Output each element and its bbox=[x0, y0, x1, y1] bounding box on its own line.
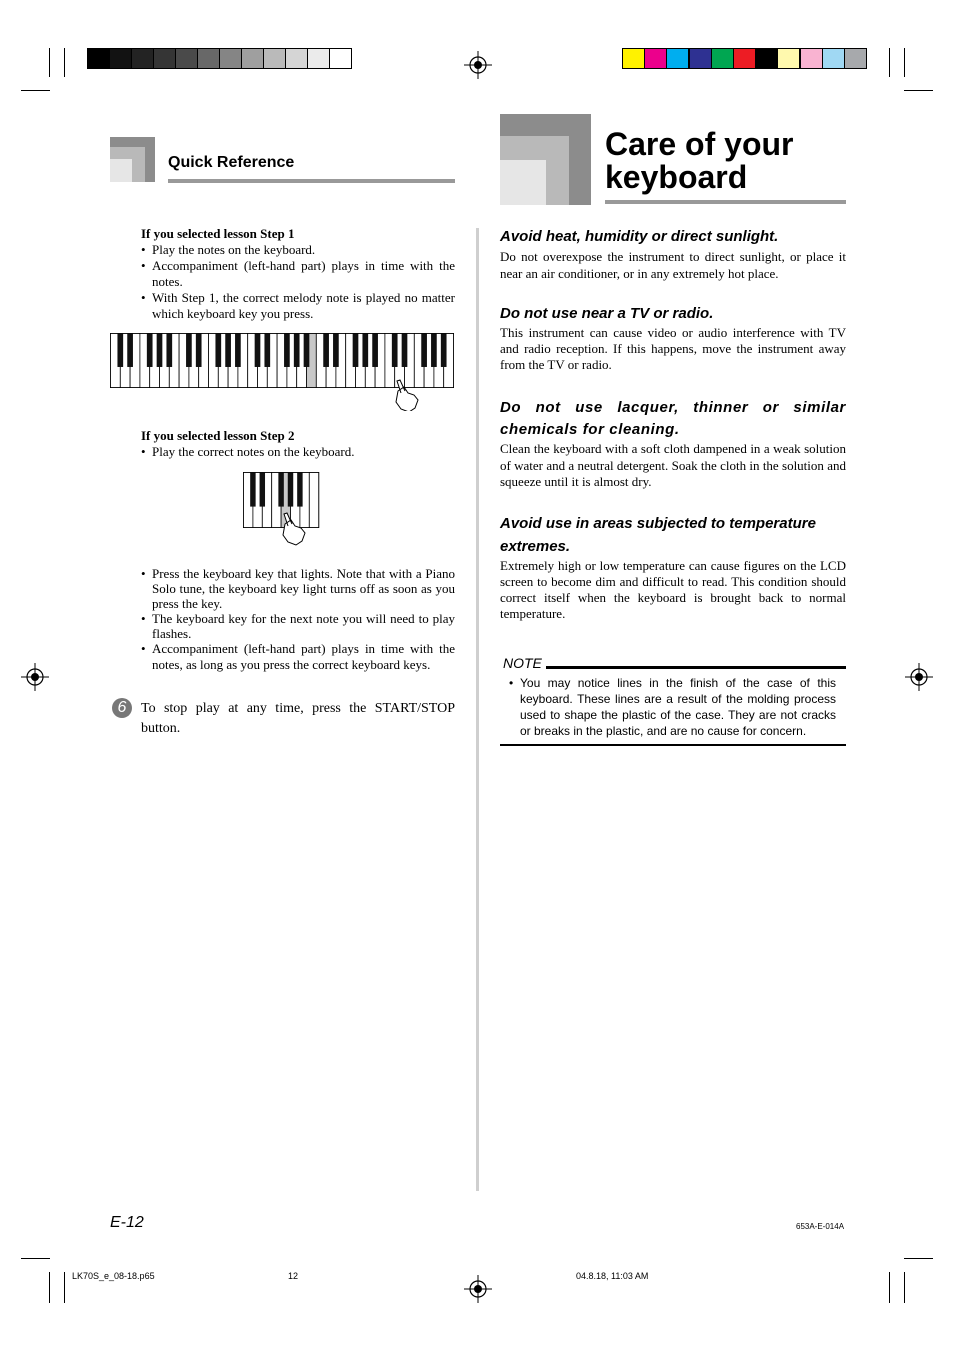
note-top-rule bbox=[546, 666, 846, 669]
white-key bbox=[309, 473, 318, 528]
black-key bbox=[260, 473, 265, 507]
gray-swatch bbox=[175, 48, 198, 69]
black-key bbox=[186, 334, 192, 367]
black-key bbox=[196, 334, 202, 367]
black-key bbox=[284, 334, 290, 367]
black-key bbox=[255, 334, 261, 367]
black-key bbox=[304, 334, 310, 367]
care-section-tv bbox=[500, 303, 846, 373]
page-title-line1: Care of your bbox=[605, 126, 794, 162]
page-title-line2: keyboard bbox=[605, 159, 748, 195]
black-key bbox=[264, 334, 270, 367]
list-item: • Play the correct notes on the keyboard. bbox=[141, 444, 455, 460]
gray-swatch bbox=[87, 48, 110, 69]
black-key bbox=[402, 334, 408, 367]
list-item: • Play the notes on the keyboard. bbox=[141, 242, 455, 258]
more-bullets-block bbox=[141, 566, 455, 673]
care-text: Extremely high or low temperature can cause figures on the LCD screen to become dim and difficult to read. This condition should correct itself when the keyboard is brought back to normal temperature. bbox=[500, 558, 846, 621]
black-key bbox=[235, 334, 241, 367]
step6-text: To stop play at any time, press the START/STOP button. bbox=[141, 701, 455, 736]
step2-bullets bbox=[141, 444, 455, 460]
gray-swatch bbox=[285, 48, 308, 69]
note-bottom-rule bbox=[500, 744, 846, 746]
list-item: • The keyboard key for the next note you will need to play flashes. bbox=[141, 611, 455, 641]
gray-swatch bbox=[263, 48, 286, 69]
black-key bbox=[297, 473, 302, 507]
gray-swatch bbox=[241, 48, 264, 69]
keyboard-illustration-step1 bbox=[110, 333, 455, 411]
color-swatch bbox=[822, 48, 845, 69]
color-swatch bbox=[711, 48, 734, 69]
care-section-heat bbox=[500, 226, 846, 282]
registration-mark-right-icon bbox=[905, 663, 933, 691]
step1-block bbox=[141, 226, 455, 322]
section-header-rule bbox=[168, 179, 455, 183]
color-swatch bbox=[777, 48, 800, 69]
black-key bbox=[157, 334, 163, 367]
gray-swatch bbox=[307, 48, 330, 69]
list-item: • Accompaniment (left-hand part) plays in time with the notes, as long as you press the correct keyboard keys. bbox=[141, 641, 455, 673]
care-text: Do not overexpose the instrument to direct sunlight, or place it near an air conditioner, or in any extremely hot place. bbox=[500, 249, 846, 281]
list-item: • Accompaniment (left-hand part) plays in time with the notes. bbox=[141, 258, 455, 290]
black-key bbox=[431, 334, 437, 367]
care-text: This instrument can cause video or audio interference with TV and radio reception. If this happens, move the instrument away from the TV or radio. bbox=[500, 325, 846, 372]
color-swatch bbox=[666, 48, 689, 69]
care-heading: Do not use near a TV or radio. bbox=[500, 305, 714, 322]
black-key bbox=[294, 334, 300, 367]
care-heading: Avoid use in areas subjected to temperature extremes. bbox=[500, 515, 816, 555]
registration-mark-top-icon bbox=[464, 51, 492, 79]
black-key bbox=[225, 334, 231, 367]
gray-swatch bbox=[219, 48, 242, 69]
file-page: 12 bbox=[288, 1271, 299, 1281]
black-key bbox=[353, 334, 359, 367]
black-key bbox=[323, 334, 329, 367]
keyboard-illustration-step2 bbox=[243, 472, 323, 546]
list-item: • With Step 1, the correct melody note is played no matter which keyboard key you press. bbox=[141, 290, 455, 322]
gray-swatch bbox=[153, 48, 176, 69]
step-number-badge bbox=[112, 698, 132, 718]
black-key bbox=[166, 334, 172, 367]
black-key bbox=[147, 334, 153, 367]
gray-swatch bbox=[131, 48, 154, 69]
care-heading: Avoid heat, humidity or direct sunlight. bbox=[500, 228, 779, 245]
timestamp: 04.8.18, 11:03 AM bbox=[576, 1271, 649, 1281]
title-rule bbox=[605, 200, 846, 204]
care-section-temperature bbox=[500, 512, 846, 622]
color-swatch bbox=[755, 48, 778, 69]
black-key bbox=[441, 334, 447, 367]
gray-swatch bbox=[329, 48, 352, 69]
column-divider bbox=[476, 228, 479, 1191]
file-name: LK70S_e_08-18.p65 bbox=[72, 1271, 155, 1281]
step2-heading: If you selected lesson Step 2 bbox=[141, 428, 295, 443]
registration-mark-bottom-icon bbox=[464, 1275, 492, 1303]
title-block-inner bbox=[500, 160, 546, 205]
color-swatch bbox=[622, 48, 645, 69]
color-swatch bbox=[644, 48, 667, 69]
note-bullet: • bbox=[509, 676, 514, 690]
step2-block bbox=[141, 428, 455, 460]
section-header-block-light bbox=[110, 159, 132, 182]
doc-code: 653A-E-014A bbox=[796, 1222, 845, 1231]
care-section-lacquer bbox=[500, 397, 846, 491]
black-key bbox=[372, 334, 378, 367]
page-title bbox=[605, 128, 793, 194]
lesson-bullets bbox=[141, 566, 455, 673]
color-swatch bbox=[733, 48, 756, 69]
black-key bbox=[362, 334, 368, 367]
list-item: • Press the keyboard key that lights. Note that with a Piano Solo tune, the keyboard key light turns off as soon as you press the key. bbox=[141, 566, 455, 611]
black-key bbox=[250, 473, 255, 507]
step-number: 6 bbox=[117, 699, 127, 716]
care-heading: Do not use lacquer, thinner or similar chemicals for cleaning. bbox=[500, 399, 846, 438]
black-key bbox=[215, 334, 221, 367]
black-key bbox=[278, 473, 283, 507]
black-key bbox=[333, 334, 339, 367]
step1-bullets bbox=[141, 242, 455, 322]
black-key bbox=[421, 334, 427, 367]
black-key bbox=[117, 334, 123, 367]
section-label: Quick Reference bbox=[168, 154, 295, 171]
gray-swatch bbox=[197, 48, 220, 69]
gray-swatch bbox=[109, 48, 132, 69]
black-key bbox=[392, 334, 398, 367]
black-key bbox=[127, 334, 133, 367]
color-swatch bbox=[689, 48, 712, 69]
step1-heading: If you selected lesson Step 1 bbox=[141, 226, 295, 241]
registration-mark-left-icon bbox=[21, 663, 49, 691]
color-swatch bbox=[800, 48, 823, 69]
care-text: Clean the keyboard with a soft cloth dampened in a weak solution of water and a neutral detergent. Soak the cloth in the solution and squeeze until it is almost dry. bbox=[500, 441, 846, 489]
note-text: You may notice lines in the finish of the case of this keyboard. These lines are a result of the molding process used to shape the plastic of the case. They are not cracks or breaks in the plastic, and are no cause for concern. bbox=[520, 676, 836, 738]
note-label: NOTE bbox=[503, 655, 542, 671]
color-swatch bbox=[844, 48, 867, 69]
black-key bbox=[288, 473, 293, 507]
page-number: E-12 bbox=[110, 1214, 144, 1231]
